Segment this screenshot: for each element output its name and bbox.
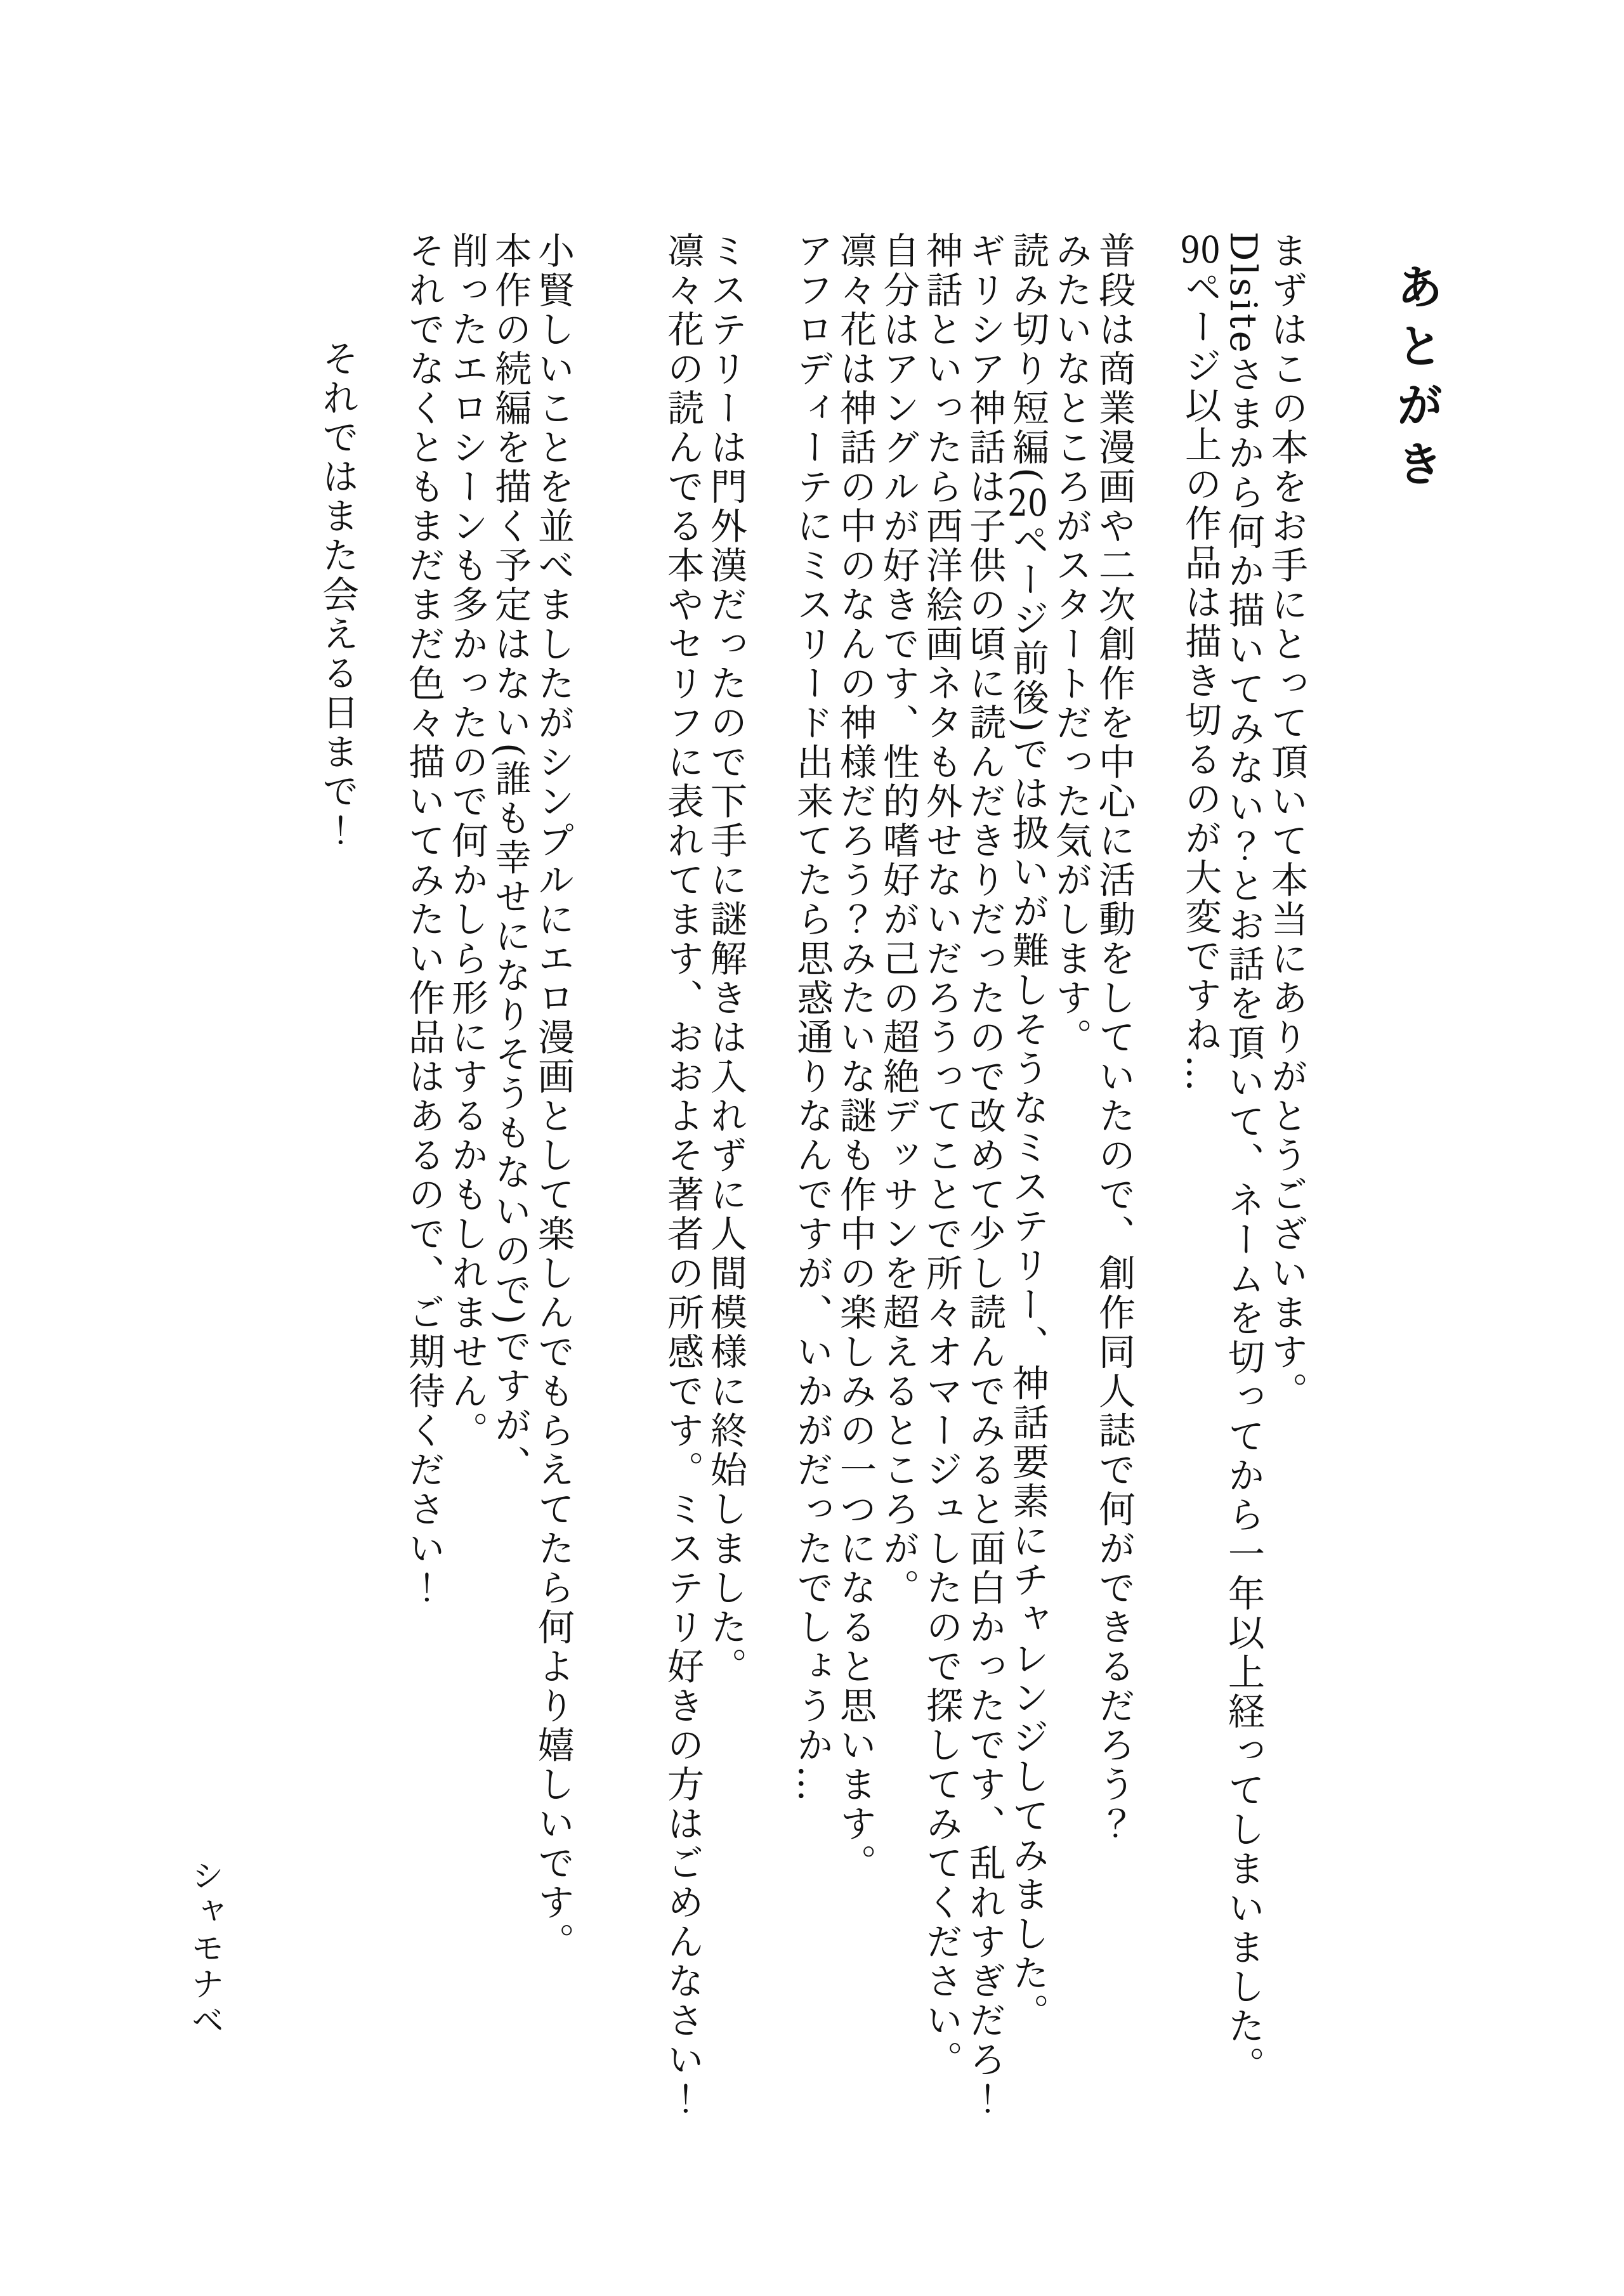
text-line: 凛々花は神話の中のなんの神様だろう？みたいな謎も作中の楽しみの一つになると思います。 — [834, 232, 877, 1883]
text-line: 凛々花の読んでる本やセリフに表れてます、おおよそ著者の所感です。ミステリ好きの方はごめんなさい！ — [661, 232, 704, 2119]
page-title: あとがき — [1389, 263, 1444, 499]
text-line: 小賢しいことを並べましたがシンプルにエロ漫画として楽しんでもらえてたら何より嬉しいです。 — [532, 232, 575, 1962]
text-line: みたいなところがスタートだった気がします。 — [1049, 232, 1092, 1057]
paragraph — [790, 232, 1136, 2172]
text-line: 削ったエロシーンも多かったので何かしら形にするかもしれません。 — [445, 232, 488, 1451]
paragraph — [1179, 232, 1308, 2172]
paragraph — [402, 232, 575, 2172]
afterword-body — [316, 232, 1308, 2172]
text-line: それでなくともまだまだ色々描いてみたい作品はあるので、ご期待ください！ — [402, 232, 445, 1608]
text-line: ミステリーは門外漢だったので下手に謎解きは入れずに人間模様に終始しました。 — [704, 232, 747, 1686]
combined-digits: 20 — [1007, 484, 1048, 521]
text-line: ギリシア神話は子供の頃に読んだきりだったので改めて少し読んでみると面白かったです、乱れすぎだろ！ — [963, 232, 1006, 2119]
text-line: 本作の続編を描く予定はない(誰も幸せになりそうもないので)ですが、 — [488, 232, 532, 1485]
text-line: Dlsiteさまから何か描いてみない？とお話を頂いて、ネームを切ってから一年以上経ってしまいました。 — [1222, 232, 1265, 2085]
text-line: 神話といったら西洋絵画ネタも外せないだろうってことで所々オマージュしたので探してみてください。 — [920, 232, 963, 2080]
text-line: 90ページ以上の作品は描き切るのが大変ですね… — [1179, 232, 1222, 1094]
text-line: 自分はアングルが好きです、性的嗜好が己の超絶デッサンを超えるところが。 — [877, 232, 920, 1608]
text-line: それではまた会える日まで！ — [316, 339, 359, 851]
paragraph — [316, 232, 359, 2172]
text-line: 読み切り短編(20ページ前後)では扱いが難しそうなミステリー、神話要素にチャレンジしてみました。 — [1006, 232, 1049, 2033]
text-line: まずはこの本をお手にとって頂いて本当にありがとうございます。 — [1265, 232, 1308, 1411]
text-line: アフロディーテにミスリード出来てたら思惑通りなんですが、いかがだったでしょうか… — [790, 232, 834, 1804]
author-signature: シャモナベ — [185, 1858, 223, 2039]
combined-digits: 90 — [1180, 232, 1221, 268]
paragraph — [661, 232, 747, 2172]
text-line: 普段は商業漫画や二次創作を中心に活動をしていたので、創作同人誌で何ができるだろう？ — [1092, 232, 1136, 1844]
